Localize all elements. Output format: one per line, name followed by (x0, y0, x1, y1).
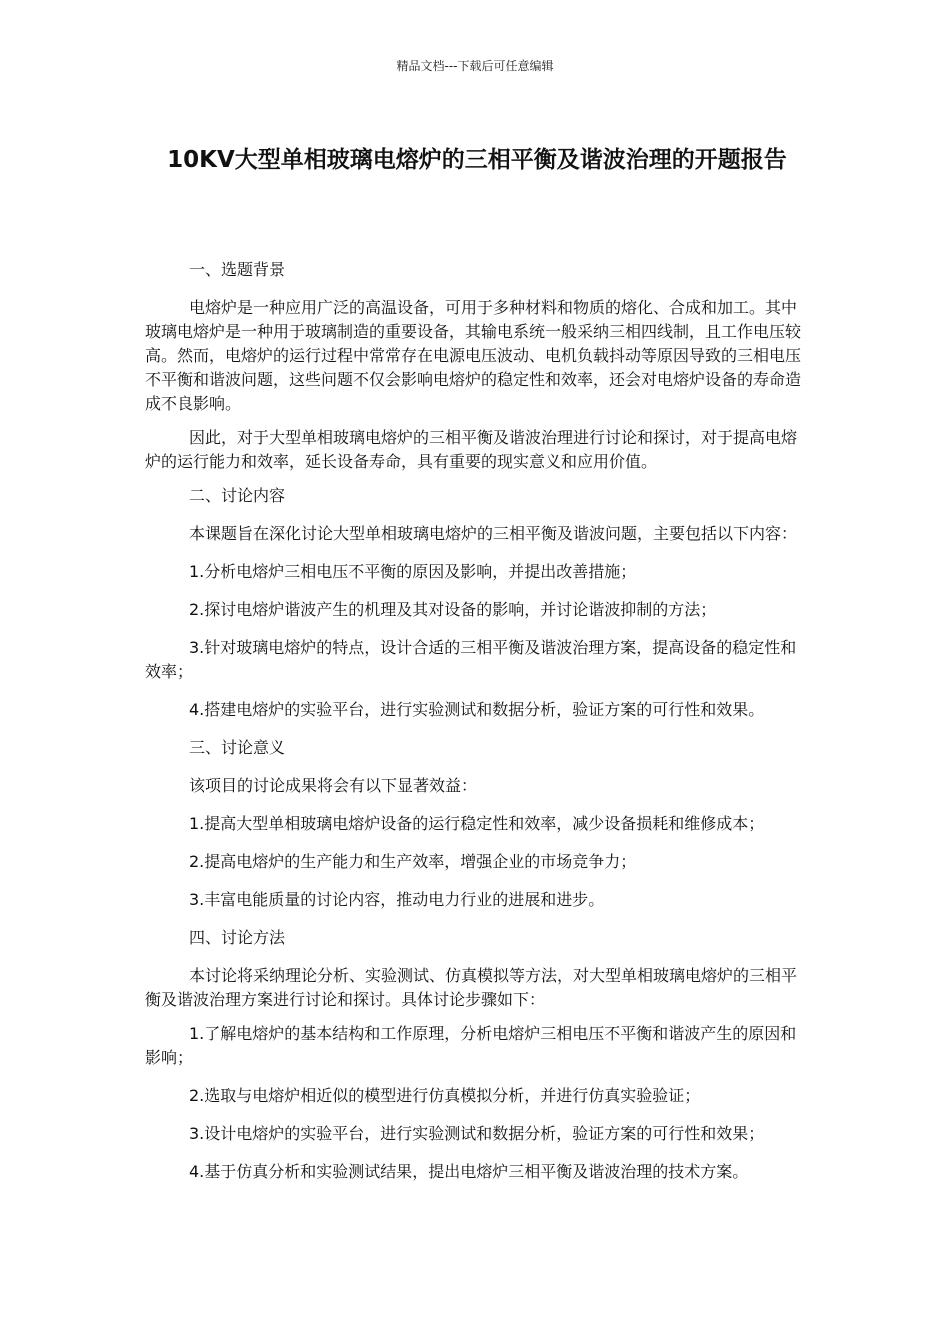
list-item: 3.针对玻璃电熔炉的特点，设计合适的三相平衡及谐波治理方案，提高设备的稳定性和效率； (145, 638, 797, 681)
list-item: 4.基于仿真分析和实验测试结果，提出电熔炉三相平衡及谐波治理的技术方案。 (189, 1162, 749, 1181)
section-heading-content: 二、讨论内容 (189, 486, 286, 505)
paragraph: 该项目的讨论成果将会有以下显著效益： (189, 776, 478, 795)
list-item: 2.提高电熔炉的生产能力和生产效率，增强企业的市场竞争力； (189, 852, 637, 871)
list-item: 2.选取与电熔炉相近似的模型进行仿真模拟分析，并进行仿真实验验证； (189, 1086, 701, 1105)
document-body (145, 258, 811, 1198)
list-item: 1.提高大型单相玻璃电熔炉设备的运行稳定性和效率，减少设备损耗和维修成本； (189, 814, 765, 833)
section-heading-significance: 三、讨论意义 (189, 738, 286, 757)
list-item: 1.了解电熔炉的基本结构和工作原理，分析电熔炉三相电压不平衡和谐波产生的原因和影响； (145, 1024, 797, 1067)
section-heading-method: 四、讨论方法 (189, 928, 286, 947)
paragraph: 本课题旨在深化讨论大型单相玻璃电熔炉的三相平衡及谐波问题，主要包括以下内容： (189, 524, 798, 543)
list-item: 1.分析电熔炉三相电压不平衡的原因及影响，并提出改善措施； (189, 562, 637, 581)
list-item: 3.设计电熔炉的实验平台，进行实验测试和数据分析，验证方案的可行性和效果； (189, 1124, 765, 1143)
list-item: 2.探讨电熔炉谐波产生的机理及其对设备的影响，并讨论谐波抑制的方法； (189, 600, 717, 619)
list-item: 3.丰富电能质量的讨论内容，推动电力行业的进展和进步。 (189, 890, 605, 909)
paragraph: 因此，对于大型单相玻璃电熔炉的三相平衡及谐波治理进行讨论和探讨，对于提高电熔炉的运行能力和效率，延长设备寿命，具有重要的现实意义和应用价值。 (145, 428, 798, 471)
section-heading-background: 一、选题背景 (189, 260, 286, 279)
document-title: 10KV大型单相玻璃电熔炉的三相平衡及谐波治理的开题报告 (167, 147, 787, 173)
paragraph: 本讨论将采纳理论分析、实验测试、仿真模拟等方法，对大型单相玻璃电熔炉的三相平衡及谐波治理方案进行讨论和探讨。具体讨论步骤如下： (145, 966, 798, 1009)
header-note: 精品文档---下载后可任意编辑 (396, 59, 554, 73)
list-item: 4.搭建电熔炉的实验平台，进行实验测试和数据分析，验证方案的可行性和效果。 (189, 700, 765, 719)
paragraph: 电熔炉是一种应用广泛的高温设备，可用于多种材料和物质的熔化、合成和加工。其中玻璃电熔炉是一种用于玻璃制造的重要设备，其输电系统一般采纳三相四线制，且工作电压较高。然而，电熔炉的运行过程中常常存在电源电压波动、电机负载抖动等原因导致的三相电压不平衡和谐波问题，这些问题不仅会影响电熔炉的稳定性和效率，还会对电熔炉设备的寿命造成不良影响。 (145, 298, 802, 413)
